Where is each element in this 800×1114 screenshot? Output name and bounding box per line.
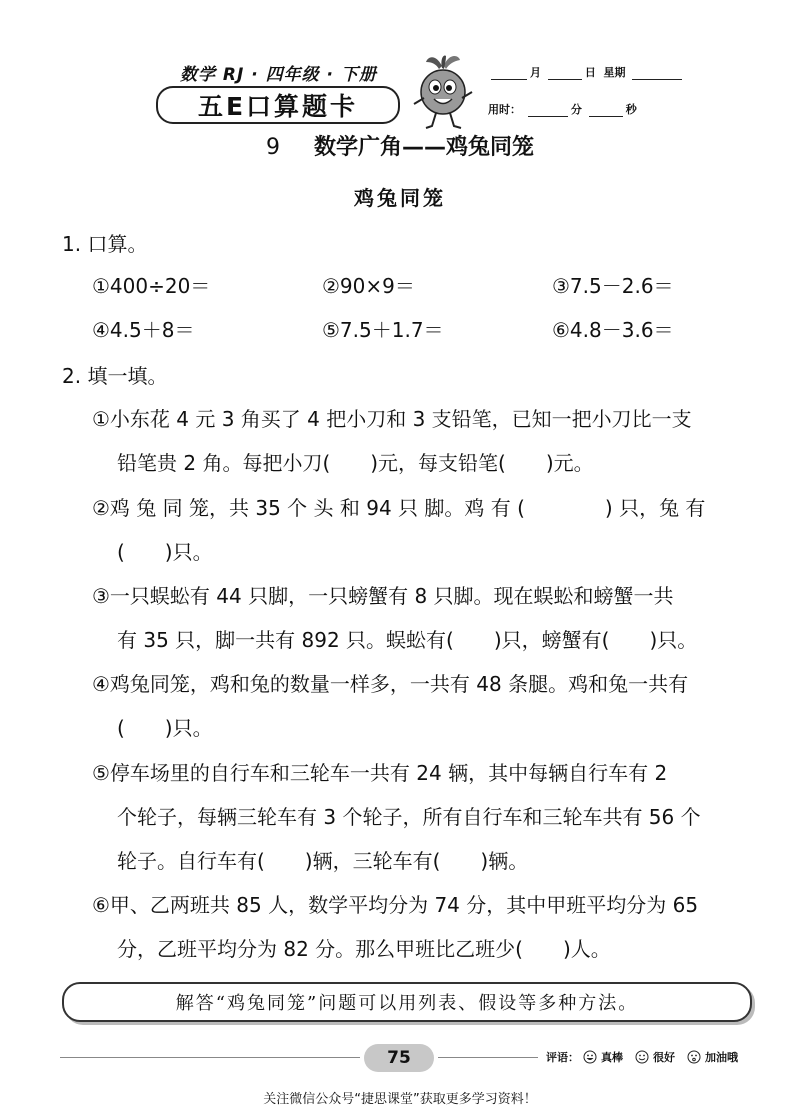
chapter-title: 数学广角——鸡兔同笼 [313,135,534,160]
fill-line: ②鸡 兔 同 笼，共 35 个 头 和 94 只 脚。鸡 有 ( ) 只，兔 有 [92,496,706,520]
calc-item: ⑤7.5＋1.7＝ [322,318,444,342]
section-title: 鸡兔同笼 [354,186,446,210]
book-title-badge [156,86,400,124]
cheer-face-icon[interactable] [687,1050,701,1064]
fill-line: ( )只。 [117,540,213,564]
footer-divider [60,1057,360,1058]
book-title: 五E口算题卡 [197,92,359,121]
fill-line: ⑤停车场里的自行车和三轮车一共有 24 辆，其中每辆自行车有 2 [92,761,668,785]
q2-title: 2. 填一填。 [62,364,168,388]
date-field: 月 日 星期 [488,64,685,80]
smile-face-icon[interactable] [635,1050,649,1064]
calc-item: ②90×9＝ [322,274,415,298]
fill-line: ①小东花 4 元 3 角买了 4 把小刀和 3 支铅笔，已知一把小刀比一支 [92,407,692,431]
rating-row [546,1049,738,1065]
promo-text: 关注微信公众号“捷思课堂”获取更多学习资料！ [263,1092,537,1107]
rating-good: 很好 [653,1051,675,1064]
calc-item: ④4.5＋8＝ [92,318,195,342]
footer-divider [438,1057,538,1058]
calc-item: ①400÷20＝ [92,274,211,298]
rating-great: 真棒 [601,1051,623,1064]
fill-line: 有 35 只，脚一共有 892 只。蜈蚣有( )只，螃蟹有( )只。 [117,628,698,652]
mascot-icon [406,52,478,132]
rating-keep-going: 加油哦 [705,1051,738,1064]
minute-blank[interactable] [528,104,568,117]
fill-line: 分，乙班平均分为 82 分。那么甲班比乙班少( )人。 [117,937,611,961]
rating-label: 评语： [546,1051,579,1064]
day-blank[interactable] [548,67,582,80]
fill-line: ⑥甲、乙两班共 85 人，数学平均分为 74 分，其中甲班平均分为 65 [92,893,699,917]
page-number: 75 [364,1044,434,1072]
fill-line: 轮子。自行车有( )辆，三轮车有( )辆。 [117,849,529,873]
tip-text: 解答“鸡兔同笼”问题可以用列表、假设等多种方法。 [175,993,639,1014]
chapter-number: 9 [265,135,280,160]
fill-line: 个轮子，每辆三轮车有 3 个轮子，所有自行车和三轮车共有 56 个 [117,805,701,829]
second-blank[interactable] [589,104,623,117]
q1-title: 1. 口算。 [62,232,148,256]
tip-box [62,982,752,1022]
calc-item: ⑥4.8－3.6＝ [552,318,674,342]
fill-line: 铅笔贵 2 角。每把小刀( )元，每支铅笔( )元。 [117,451,594,475]
chapter-heading [0,130,800,161]
fill-line: ④鸡兔同笼，鸡和兔的数量一样多，一共有 48 条腿。鸡和兔一共有 [92,672,689,696]
fill-line: ③一只蜈蚣有 44 只脚，一只螃蟹有 8 只脚。现在蜈蚣和螃蟹一共 [92,584,674,608]
weekday-blank[interactable] [632,67,682,80]
calc-item: ③7.5－2.6＝ [552,274,674,298]
month-blank[interactable] [491,67,527,80]
laughing-face-icon[interactable] [583,1050,597,1064]
book-subtitle: 数学 RJ · 四年级 · 下册 [180,65,377,85]
time-field: 用时： 分 秒 [488,103,637,116]
fill-line: ( )只。 [117,716,213,740]
